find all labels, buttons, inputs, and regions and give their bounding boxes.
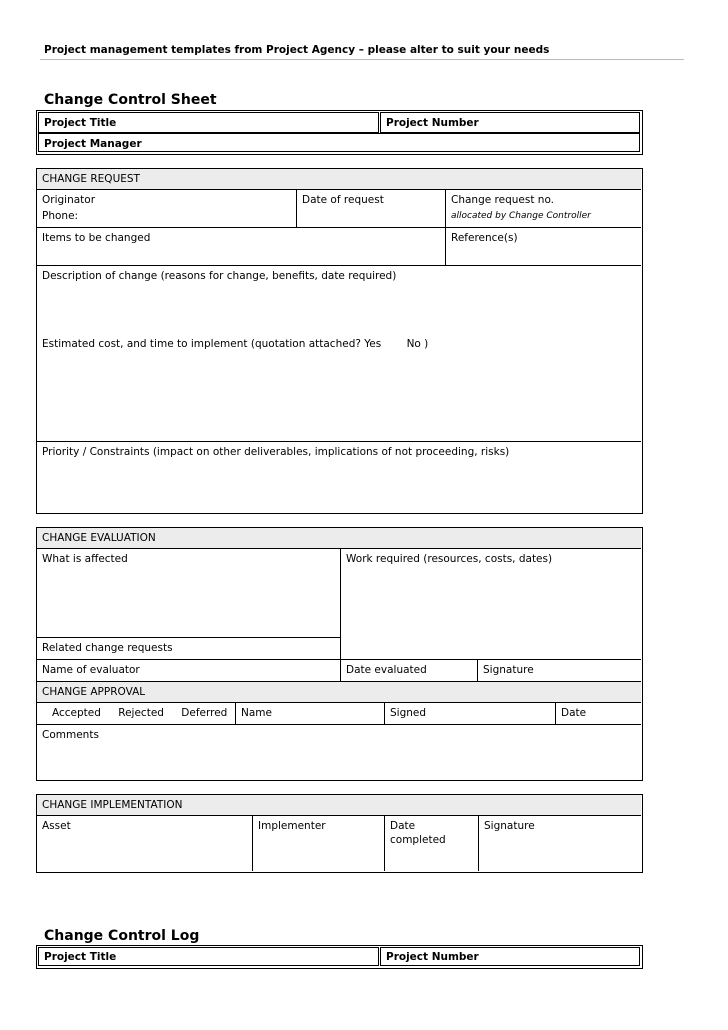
date-of-request-cell[interactable]: Date of request	[297, 190, 446, 228]
change-evaluation-heading: CHANGE EVALUATION	[37, 528, 641, 549]
project-number-cell[interactable]: Project Number	[380, 112, 640, 133]
log-project-number-cell[interactable]: Project Number	[380, 947, 640, 966]
asset-cell[interactable]: Asset	[37, 816, 253, 871]
description-label: Description of change (reasons for change, benefits, date required)	[42, 270, 397, 282]
estimated-cost-label: Estimated cost, and time to implement (quotation attached? Yes	[42, 338, 382, 350]
change-evaluation-section	[36, 527, 643, 781]
phone-label: Phone:	[42, 210, 79, 222]
log-title: Change Control Log	[44, 928, 200, 944]
log-project-info-box	[36, 945, 643, 969]
rejected-option[interactable]: Rejected	[118, 707, 164, 719]
work-required-cell[interactable]: Work required (resources, costs, dates)	[341, 549, 641, 660]
accepted-option[interactable]: Accepted	[52, 707, 101, 719]
description-cell[interactable]	[37, 266, 641, 442]
change-request-no-cell[interactable]	[446, 190, 641, 228]
deferred-option[interactable]: Deferred	[181, 707, 228, 719]
approval-date-cell[interactable]: Date	[556, 703, 641, 725]
project-title-cell[interactable]: Project Title	[38, 112, 379, 133]
log-project-title-cell[interactable]: Project Title	[38, 947, 379, 966]
estimated-cost-line	[42, 337, 636, 351]
implementation-signature-cell[interactable]: Signature	[484, 820, 535, 832]
what-affected-cell[interactable]: What is affected	[37, 549, 341, 638]
change-implementation-heading: CHANGE IMPLEMENTATION	[37, 795, 641, 816]
approval-signed-cell[interactable]: Signed	[385, 703, 556, 725]
originator-cell[interactable]	[37, 190, 297, 228]
implementer-cell[interactable]: Implementer	[253, 816, 385, 871]
change-request-no-label: Change request no.	[451, 194, 555, 206]
change-request-section	[36, 168, 643, 514]
change-implementation-section	[36, 794, 643, 873]
priority-cell[interactable]: Priority / Constraints (impact on other deliverables, implications of not proceeding, risks)	[42, 446, 510, 458]
approval-options-cell[interactable]	[37, 703, 236, 725]
allocated-by-note: allocated by Change Controller	[451, 211, 591, 221]
approval-name-cell[interactable]: Name	[236, 703, 385, 725]
items-to-change-cell[interactable]: Items to be changed	[37, 228, 446, 266]
project-info-box	[36, 110, 643, 155]
change-approval-heading: CHANGE APPROVAL	[37, 682, 641, 703]
name-of-evaluator-cell[interactable]: Name of evaluator	[37, 660, 341, 682]
change-request-heading: CHANGE REQUEST	[37, 169, 641, 190]
evaluation-signature-cell[interactable]: Signature	[478, 660, 641, 682]
comments-cell[interactable]: Comments	[42, 729, 99, 741]
date-evaluated-cell[interactable]: Date evaluated	[341, 660, 478, 682]
references-cell[interactable]: Reference(s)	[446, 228, 641, 266]
date-completed-cell[interactable]: Date completed	[385, 816, 479, 871]
related-requests-cell[interactable]: Related change requests	[37, 638, 341, 660]
no-label: No )	[406, 338, 429, 350]
project-manager-cell[interactable]: Project Manager	[38, 133, 640, 152]
page-header: Project management templates from Project Agency – please alter to suit your needs	[44, 44, 550, 56]
originator-label: Originator	[42, 194, 96, 206]
sheet-title: Change Control Sheet	[44, 92, 217, 108]
header-divider	[40, 59, 684, 60]
